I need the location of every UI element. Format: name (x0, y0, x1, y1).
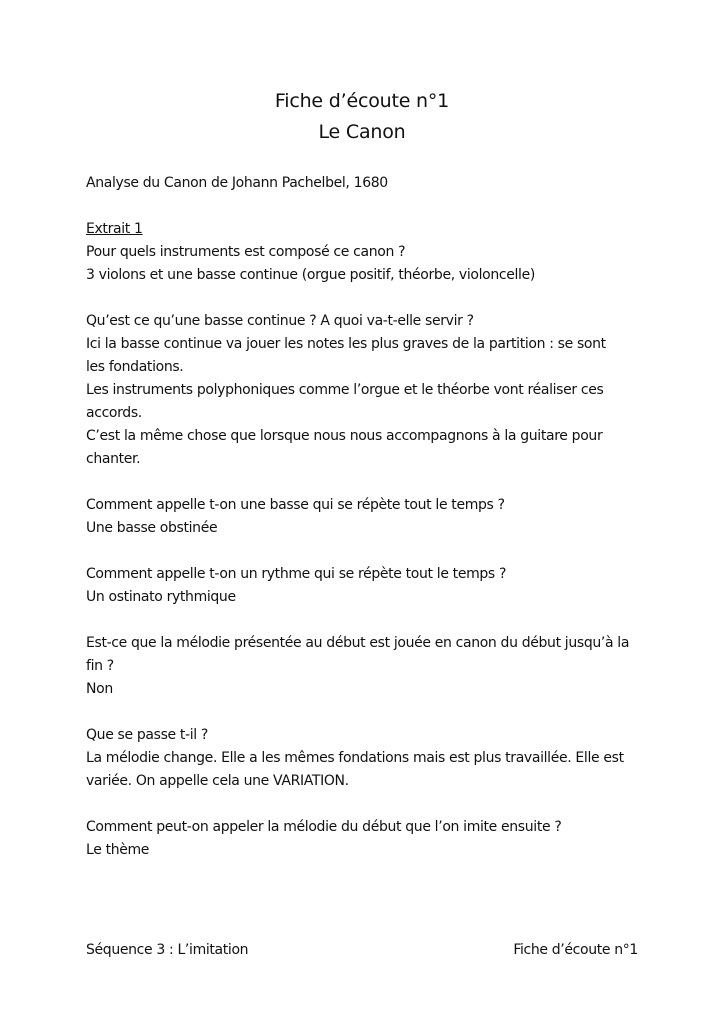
question-text: Pour quels instruments est composé ce canon ? (86, 244, 406, 260)
intro-line: Analyse du Canon de Johann Pachelbel, 1680 (86, 175, 388, 191)
answer-text: 3 violons et une basse continue (orgue positif, théorbe, violoncelle) (86, 267, 535, 283)
question-text: fin ? (86, 658, 114, 674)
qa-block-6 (86, 724, 638, 793)
question-text: Comment appelle t-on un rythme qui se répète tout le temps ? (86, 566, 507, 582)
answer-text: Les instruments polyphoniques comme l’orgue et le théorbe vont réaliser ces (86, 382, 604, 398)
answer-text: Non (86, 681, 113, 697)
footer-sheet-label: Fiche d’écoute n°1 (513, 942, 638, 958)
section-heading: Extrait 1 (86, 221, 143, 237)
footer-sequence: Séquence 3 : L’imitation (86, 942, 249, 958)
question-text: Comment peut-on appeler la mélodie du début que l’on imite ensuite ? (86, 819, 562, 835)
qa-block-5 (86, 632, 638, 701)
qa-block-3 (86, 494, 638, 540)
question-text: Que se passe t-il ? (86, 727, 208, 743)
document-body (86, 172, 638, 885)
answer-text: Une basse obstinée (86, 520, 218, 536)
qa-block-4 (86, 563, 638, 609)
answer-text: C’est la même chose que lorsque nous nous accompagnons à la guitare pour (86, 428, 603, 444)
question-text: Comment appelle t-on une basse qui se répète tout le temps ? (86, 497, 505, 513)
qa-block-7 (86, 816, 638, 862)
question-text: Qu’est ce qu’une basse continue ? A quoi va-t-elle servir ? (86, 313, 474, 329)
answer-text: La mélodie change. Elle a les mêmes fondations mais est plus travaillée. Elle est (86, 750, 624, 766)
answer-text: Ici la basse continue va jouer les notes les plus graves de la partition : se sont (86, 336, 606, 352)
answer-text: chanter. (86, 451, 141, 467)
qa-block-2 (86, 310, 638, 471)
qa-block-1 (86, 241, 638, 287)
answer-text: variée. On appelle cela une VARIATION. (86, 773, 349, 789)
answer-text: Un ostinato rythmique (86, 589, 236, 605)
page-subtitle: Le Canon (318, 121, 406, 143)
answer-text: les fondations. (86, 359, 184, 375)
answer-text: Le thème (86, 842, 150, 858)
question-text: Est-ce que la mélodie présentée au début est jouée en canon du début jusqu’à la (86, 635, 630, 651)
page-title: Fiche d’écoute n°1 (274, 90, 450, 112)
answer-text: accords. (86, 405, 142, 421)
